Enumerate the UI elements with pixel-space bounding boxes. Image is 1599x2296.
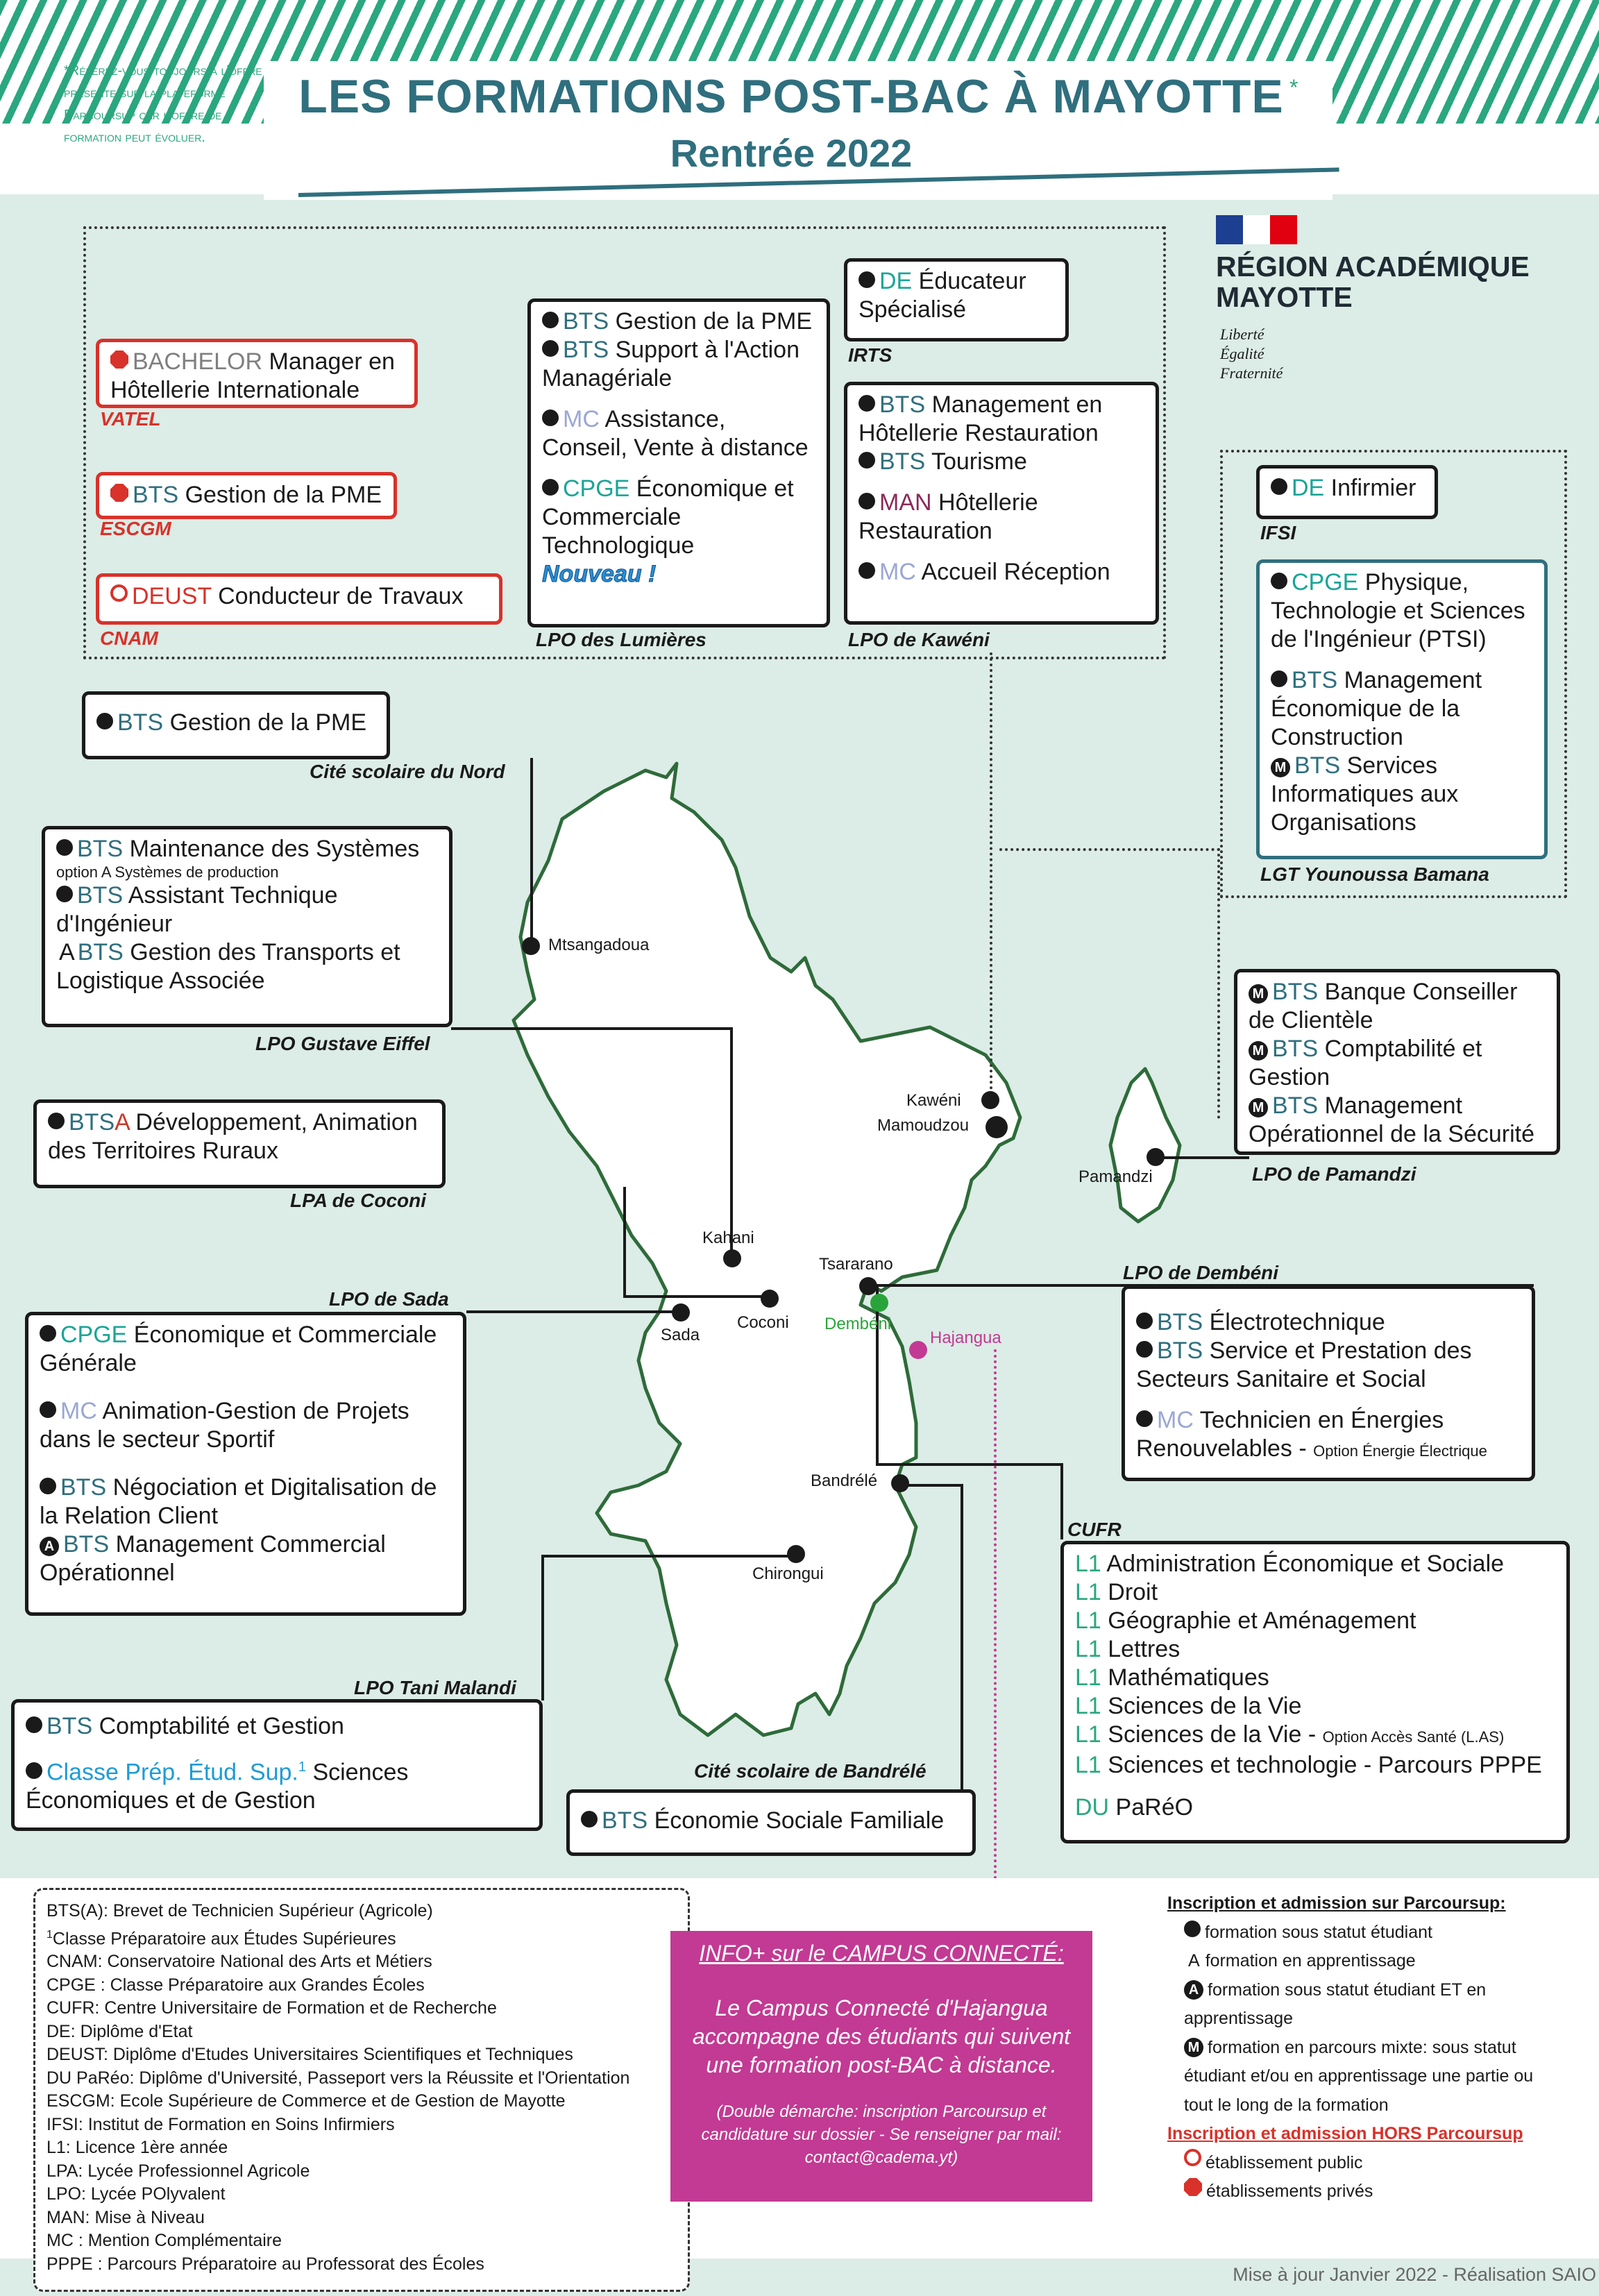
legend-text: établissement public	[1205, 2152, 1363, 2172]
connector-cufr-h	[876, 1463, 1063, 1466]
kaweni-label: LPO de Kawéni	[848, 629, 990, 650]
eiffel-box	[42, 826, 452, 1027]
glossary-line: CPGE : Classe Préparatoire aux Grandes Écoles	[46, 1975, 425, 1995]
glossary-line: ESCGM: Ecole Supérieure de Commerce et de Gestion de Mayotte	[46, 2091, 566, 2111]
glossary-line: MC : Mention Complémentaire	[46, 2231, 282, 2251]
formation-title: Gestion des Transports et Logistique Associée	[56, 939, 400, 994]
town-bandrele: Bandrélé	[811, 1471, 878, 1490]
formation-title: Assistant Technique d'Ingénieur	[56, 882, 338, 937]
mixed-marker-icon: M	[1249, 1098, 1268, 1117]
connector-sada-h	[466, 1310, 675, 1313]
sada-box	[25, 1312, 466, 1616]
diploma-prefix: BTS	[77, 836, 124, 862]
bamana-label: LGT Younoussa Bamana	[1260, 863, 1489, 885]
glossary-line: L1: Licence 1ère année	[46, 2138, 228, 2158]
diploma-prefix: MC	[1157, 1407, 1194, 1433]
formation-title: Technicien en Énergies Renouvelables -	[1136, 1407, 1444, 1462]
student-marker-icon	[581, 1811, 598, 1827]
private-marker-icon	[110, 351, 128, 369]
tani-box	[11, 1699, 543, 1831]
footer-credit: Mise à jour Janvier 2022 - Réalisation SAIO	[1233, 2264, 1596, 2285]
formation-item	[1249, 1092, 1546, 1149]
town-dot-sada	[672, 1303, 690, 1322]
formation-item	[858, 391, 1144, 448]
town-kahani: Kahani	[702, 1229, 754, 1247]
town-dot-mtsangadoua	[522, 937, 540, 955]
diploma-prefix: L1	[1075, 1579, 1101, 1605]
formation-item	[542, 336, 815, 393]
formation-item	[858, 448, 1144, 476]
diploma-prefix: BTS	[563, 308, 609, 335]
diploma-prefix: CPGE	[60, 1322, 128, 1348]
lumieres-box	[527, 298, 830, 627]
glossary-line: BTS(A): Brevet de Technicien Supérieur (Agricole)	[46, 1901, 433, 1921]
formation-title: Comptabilité et Gestion	[1249, 1036, 1482, 1090]
town-chirongui: Chirongui	[752, 1564, 824, 1583]
diploma-prefix: BTS	[879, 391, 926, 418]
dembeni-label: LPO de Dembéni	[1123, 1262, 1279, 1283]
town-dot-chirongui	[787, 1545, 805, 1563]
student-marker-icon	[1136, 1341, 1153, 1358]
diploma-prefix: BTS	[117, 709, 164, 736]
motto-liberte: Liberté	[1220, 326, 1264, 343]
diploma-prefix: BTS	[133, 482, 179, 508]
nord-box	[82, 691, 390, 759]
formation-item	[858, 558, 1144, 586]
ifsi-box	[1256, 465, 1438, 519]
student-marker-icon	[542, 410, 559, 426]
formation-item	[1271, 666, 1533, 752]
formation-item	[1075, 1664, 1555, 1692]
motto-fraternite: Fraternité	[1220, 364, 1283, 382]
bamana-box	[1256, 559, 1548, 859]
formation-title: Physique, Technologie et Sciences de l'Ingénieur (PTSI)	[1271, 569, 1525, 652]
legend-text: formation en apprentissage	[1205, 1951, 1416, 1970]
public-marker-icon	[110, 584, 128, 602]
formation-title: Management Commercial Opérationnel	[40, 1531, 386, 1586]
parcoursup-note: *Référez-vous toujours à l'offre présente sur la plateforme Parcoursup car l'offre de formation peut évoluer.	[64, 63, 262, 145]
glossary-line	[46, 1923, 677, 1951]
legend-title-hors: Inscription et admission HORS Parcoursup	[1167, 2124, 1523, 2143]
town-kaweni: Kawéni	[906, 1091, 961, 1110]
grande-terre-outline	[514, 763, 1020, 1735]
student-marker-icon	[26, 1762, 42, 1779]
footnote-mark: 1	[298, 1759, 306, 1775]
formation-title: Développement, Animation des Territoires Ruraux	[48, 1109, 418, 1164]
formation-title: Management Opérationnel de la Sécurité	[1249, 1092, 1535, 1147]
diploma-prefix: L1	[1075, 1664, 1101, 1691]
diploma-prefix: MC	[879, 559, 916, 585]
town-dot-tsararano	[859, 1277, 877, 1295]
formation-title: Sciences Économiques et de Gestion	[26, 1759, 409, 1814]
town-mamoudzou: Mamoudzou	[877, 1116, 970, 1135]
vatel-label: VATEL	[100, 408, 161, 430]
formation-title: Infirmier	[1324, 475, 1416, 501]
info-body: Le Campus Connecté d'Hajangua accompagne des étudiants qui suivent une formation post-BAC à distance.	[692, 1995, 1071, 2077]
diploma-prefix: BTS	[1272, 1036, 1319, 1062]
formation-item	[1075, 1578, 1555, 1607]
tani-label: LPO Tani Malandi	[354, 1677, 516, 1698]
diploma-prefix: DE	[1292, 475, 1325, 501]
town-coconi: Coconi	[737, 1313, 789, 1332]
formation-option: option A Systèmes de production	[56, 863, 279, 881]
diploma-prefix: BTS	[63, 1531, 110, 1558]
student-marker-icon	[1184, 1921, 1201, 1937]
formation-option: Option Accès Santé (L.AS)	[1322, 1728, 1505, 1746]
connector-coconi-h	[623, 1295, 769, 1298]
town-dot-hajangua	[909, 1341, 927, 1359]
connector-cufr-v	[1060, 1463, 1063, 1539]
formation-item	[1075, 1550, 1555, 1578]
mixed-marker-icon: M	[1184, 2038, 1203, 2057]
diploma-suffix: A	[115, 1109, 129, 1136]
title-asterisk: *	[1289, 75, 1298, 100]
formation-item	[858, 489, 1144, 546]
diploma-prefix: BTS	[879, 448, 926, 475]
town-dot-bandrele	[891, 1474, 909, 1492]
formation-title: Services Informatiques aux Organisations	[1271, 752, 1459, 836]
irts-box	[844, 258, 1069, 341]
formation-item	[40, 1530, 452, 1587]
diploma-prefix: MC	[60, 1398, 97, 1424]
formation-item	[1271, 752, 1533, 837]
legend-text: formation en parcours mixte: sous statut étudiant et/ou en apprentissage une partie ou tout le long de la formation	[1184, 2037, 1534, 2115]
formation-title: Maintenance des Systèmes	[123, 836, 420, 862]
diploma-prefix: L1	[1075, 1551, 1101, 1577]
diploma-prefix: BTS	[60, 1474, 107, 1501]
town-dot-kahani	[723, 1249, 741, 1267]
formation-title: Droit	[1101, 1579, 1158, 1605]
formation-title: Électrotechnique	[1203, 1309, 1385, 1335]
diploma-prefix: BTS	[1157, 1337, 1203, 1364]
formation-item	[1271, 568, 1533, 654]
coconi-label: LPA de Coconi	[290, 1190, 426, 1211]
legend-text: formation sous statut étudiant	[1205, 1922, 1432, 1942]
glossary-line: CNAM: Conservatoire National des Arts et Métiers	[46, 1952, 432, 1972]
student-marker-icon	[56, 839, 73, 856]
student-marker-icon	[40, 1401, 56, 1418]
both-marker-icon: A	[40, 1537, 59, 1556]
formation-title: Négociation et Digitalisation de la Relation Client	[40, 1474, 437, 1529]
formation-title: Administration Économique et Sociale	[1101, 1551, 1505, 1577]
student-marker-icon	[1271, 478, 1287, 495]
legend-student	[1167, 1918, 1543, 1948]
formation-title: Banque Conseiller de Clientèle	[1249, 979, 1518, 1033]
formation-item	[542, 405, 815, 462]
diploma-prefix: L1	[1075, 1721, 1101, 1748]
formation-title: PaRéO	[1109, 1794, 1194, 1821]
legend-both	[1167, 1976, 1543, 2034]
apprentice-marker-icon: A	[59, 939, 75, 965]
formation-title: Gestion de la PME	[163, 709, 367, 736]
diploma-prefix: BTS	[1272, 979, 1319, 1005]
diploma-prefix: MC	[563, 406, 600, 432]
student-marker-icon	[1136, 1312, 1153, 1329]
formation-option: Option Énergie Électrique	[1313, 1442, 1487, 1460]
formation-title: Animation-Gestion de Projets dans le secteur Sportif	[40, 1398, 409, 1453]
student-marker-icon	[858, 493, 875, 509]
formation-item	[26, 1712, 528, 1741]
diploma-prefix: CPGE	[1292, 569, 1359, 596]
formation-item	[1075, 1607, 1555, 1635]
diploma-prefix: BTS	[69, 1109, 115, 1136]
diploma-prefix: BTS	[77, 882, 124, 909]
pamandzi-label: LPO de Pamandzi	[1252, 1163, 1416, 1185]
irts-label: IRTS	[848, 344, 892, 366]
formation-title: Manager en Hôtellerie Internationale	[110, 348, 395, 403]
formation-item	[1136, 1337, 1521, 1394]
lumieres-label: LPO des Lumières	[536, 629, 707, 650]
coconi-box	[33, 1099, 446, 1188]
student-marker-icon	[96, 713, 113, 729]
formation-title: Éducateur Spécialisé	[858, 268, 1026, 323]
town-dembeni: Dembéni	[824, 1315, 892, 1333]
diploma-prefix: BTS	[602, 1807, 648, 1834]
town-pamandzi: Pamandzi	[1078, 1167, 1153, 1186]
private-marker-icon	[110, 484, 128, 502]
student-marker-icon	[542, 312, 559, 328]
mixed-marker-icon: M	[1249, 1041, 1268, 1061]
town-mtsangadoua: Mtsangadoua	[548, 936, 650, 954]
glossary-line: PPPE : Parcours Préparatoire au Professorat des Écoles	[46, 2254, 484, 2274]
eiffel-label: LPO Gustave Eiffel	[255, 1033, 430, 1054]
mixed-marker-icon: M	[1271, 758, 1290, 777]
formation-title: Hôtellerie Restauration	[858, 489, 1038, 544]
diploma-prefix: BTS	[1157, 1309, 1203, 1335]
town-dot-dembeni	[870, 1294, 888, 1312]
glossary-line: MAN: Mise à Niveau	[46, 2207, 205, 2227]
legend-apprentice	[1167, 1947, 1543, 1976]
formation-item	[542, 307, 815, 336]
student-marker-icon	[542, 340, 559, 357]
diploma-prefix: BTS	[563, 337, 609, 363]
student-marker-icon	[1271, 573, 1287, 589]
student-marker-icon	[542, 479, 559, 496]
formation-title: Économique et Commerciale Technologique	[542, 475, 794, 559]
glossary-text: Classe Préparatoire aux Études Supérieures	[52, 1928, 396, 1948]
formation-item	[56, 938, 438, 995]
formation-item	[40, 1321, 452, 1378]
diploma-prefix: BACHELOR	[133, 348, 263, 375]
formation-item	[1075, 1692, 1555, 1721]
diploma-prefix: BTS	[1272, 1092, 1319, 1119]
formation-title: Support à l'Action Managériale	[542, 337, 800, 391]
student-marker-icon	[40, 1478, 56, 1494]
dembeni-box	[1122, 1285, 1535, 1481]
glossary-line: CUFR: Centre Universitaire de Formation et de Recherche	[46, 1998, 497, 2018]
connector-tani-v	[541, 1555, 544, 1700]
connector-nord-v	[530, 758, 533, 945]
student-marker-icon	[858, 452, 875, 469]
connector-tani-h	[541, 1555, 798, 1558]
formation-title: Sciences de la Vie	[1101, 1693, 1302, 1719]
region-name: RÉGION ACADÉMIQUE MAYOTTE	[1216, 251, 1530, 313]
student-marker-icon	[858, 271, 875, 288]
diploma-prefix: Classe Prép. Étud. Sup.	[46, 1759, 298, 1786]
legend-public	[1167, 2149, 1543, 2178]
diploma-prefix: BTS	[1294, 752, 1341, 779]
formation-item	[1075, 1751, 1555, 1780]
connector-hajangua-dotted	[994, 1349, 997, 1930]
formation-title: Conducteur de Travaux	[211, 583, 464, 609]
connector-bandrele-v	[961, 1484, 963, 1789]
student-marker-icon	[26, 1716, 42, 1733]
diploma-prefix: L1	[1075, 1693, 1101, 1719]
diploma-prefix: BTS	[46, 1713, 93, 1739]
escgm-label: ESCGM	[100, 518, 171, 539]
both-marker-icon: A	[1184, 1980, 1203, 2000]
formation-title: Économie Sociale Familiale	[648, 1807, 945, 1834]
formation-title: Gestion de la PME	[178, 482, 382, 508]
formation-title: Tourisme	[925, 448, 1027, 475]
legend-mixed	[1167, 2034, 1543, 2120]
kaweni-box	[844, 382, 1159, 625]
diploma-prefix: BTS	[77, 939, 124, 965]
legend-title-parcoursup: Inscription et admission sur Parcoursup:	[1167, 1893, 1506, 1913]
info-note: (Double démarche: inscription Parcoursup et candidature sur dossier - Se renseigner par mail: contact@cadema.yt)	[701, 2102, 1062, 2167]
campus-info-box	[670, 1931, 1092, 2202]
formation-item	[1136, 1406, 1521, 1465]
motto-egalite: Égalité	[1220, 345, 1264, 362]
connector-kaweni-dotted	[990, 652, 992, 1090]
formation-item	[1249, 1035, 1546, 1092]
diploma-prefix: DU	[1075, 1794, 1110, 1821]
vatel-box	[96, 339, 418, 408]
legend-text: formation sous statut étudiant ET en apprentissage	[1184, 1980, 1487, 2028]
formation-title: Mathématiques	[1101, 1664, 1269, 1691]
diploma-prefix: DEUST	[132, 583, 212, 609]
town-tsararano: Tsararano	[819, 1255, 893, 1274]
formation-title: Assistance, Conseil, Vente à distance	[542, 406, 809, 461]
glossary-footnote-mark: 1	[46, 1928, 53, 1941]
cnam-label: CNAM	[100, 627, 158, 649]
formation-title: Géographie et Aménagement	[1101, 1607, 1416, 1634]
town-dot-pamandzi	[1147, 1148, 1165, 1166]
formation-title: Service et Prestation des Secteurs Sanitaire et Social	[1136, 1337, 1472, 1392]
town-dot-kaweni	[981, 1091, 999, 1109]
diploma-prefix: DE	[879, 268, 913, 294]
glossary-box	[33, 1888, 690, 2292]
formation-item	[1075, 1635, 1555, 1664]
glossary-line: IFSI: Institut de Formation en Soins Infirmiers	[46, 2114, 395, 2134]
glossary-line: DU PaRéo: Diplôme d'Université, Passeport vers la Réussite et l'Orientation	[46, 2068, 630, 2088]
connector-coconi-v	[623, 1187, 626, 1298]
cufr-label: CUFR	[1067, 1519, 1122, 1540]
formation-title: Comptabilité et Gestion	[92, 1713, 344, 1739]
cufr-box	[1060, 1541, 1570, 1843]
connector-bamana-dotted	[999, 848, 1220, 1119]
connector-pamandzi-h	[1156, 1156, 1249, 1159]
student-marker-icon	[48, 1113, 65, 1129]
page-title: LES FORMATIONS POST-BAC À MAYOTTE	[298, 70, 1284, 123]
town-hajangua: Hajangua	[930, 1328, 1001, 1347]
formation-title: Sciences de la Vie -	[1101, 1721, 1323, 1748]
diploma-prefix: MAN	[879, 489, 932, 516]
formation-item	[26, 1753, 528, 1815]
formation-item	[1075, 1721, 1555, 1751]
escgm-box	[96, 472, 397, 519]
glossary-line: LPA: Lycée Professionnel Agricole	[46, 2161, 310, 2181]
formation-title: Management en Hôtellerie Restauration	[858, 391, 1103, 446]
nord-label: Cité scolaire du Nord	[310, 761, 505, 782]
student-marker-icon	[1136, 1410, 1153, 1427]
public-marker-icon	[1184, 2149, 1201, 2166]
legend-text: établissements privés	[1206, 2181, 1373, 2201]
connector-eiffel-v	[730, 1027, 733, 1256]
formation-item	[542, 475, 815, 560]
bandrele-box	[566, 1789, 976, 1856]
legend-box	[1158, 1881, 1553, 2214]
formation-title: Accueil Réception	[915, 559, 1110, 585]
apprentice-marker-icon: A	[1188, 1951, 1200, 1970]
diploma-prefix: CPGE	[563, 475, 630, 502]
formation-item	[56, 835, 438, 863]
student-marker-icon	[40, 1325, 56, 1342]
diploma-prefix: L1	[1075, 1752, 1101, 1778]
formation-item	[40, 1474, 452, 1530]
bandrele-label: Cité scolaire de Bandrélé	[694, 1760, 927, 1782]
town-sada: Sada	[661, 1326, 700, 1344]
formation-title: Gestion de la PME	[609, 308, 813, 335]
formation-item	[1249, 978, 1546, 1035]
diploma-prefix: L1	[1075, 1636, 1101, 1662]
mixed-marker-icon: M	[1249, 984, 1268, 1004]
info-title: INFO+ sur le CAMPUS CONNECTÉ:	[699, 1941, 1064, 1966]
formation-item	[56, 881, 438, 938]
formation-title: Économique et Commerciale Générale	[40, 1322, 437, 1376]
student-marker-icon	[56, 886, 73, 902]
cnam-box	[96, 573, 502, 625]
private-marker-icon	[1184, 2178, 1202, 2196]
formation-item	[1136, 1308, 1521, 1337]
town-dot-coconi	[761, 1290, 779, 1308]
formation-item	[40, 1397, 452, 1454]
glossary-line: LPO: Lycée POlyvalent	[46, 2184, 226, 2204]
student-marker-icon	[858, 395, 875, 412]
formation-title: Sciences et technologie - Parcours PPPE	[1101, 1752, 1542, 1778]
diploma-prefix: L1	[1075, 1607, 1101, 1634]
legend-private	[1167, 2177, 1543, 2206]
town-dot-mamoudzou	[985, 1116, 1008, 1138]
ifsi-label: IFSI	[1260, 522, 1296, 543]
diploma-prefix: BTS	[1292, 667, 1338, 693]
formation-title: Lettres	[1101, 1636, 1181, 1662]
glossary-line: DE: Diplôme d'Etat	[46, 2021, 193, 2041]
glossary-line: DEUST: Diplôme d'Etudes Universitaires Scientifiques et Techniques	[46, 2045, 573, 2065]
formation-title: Management Économique de la Construction	[1271, 667, 1482, 750]
formation-item	[1075, 1793, 1555, 1822]
student-marker-icon	[1271, 670, 1287, 687]
page-subtitle: Rentrée 2022	[670, 131, 913, 175]
pamandzi-box	[1234, 969, 1560, 1155]
sada-label: LPO de Sada	[329, 1288, 449, 1310]
student-marker-icon	[858, 562, 875, 579]
new-badge: Nouveau !	[542, 561, 657, 587]
connector-eiffel-h	[451, 1027, 733, 1030]
